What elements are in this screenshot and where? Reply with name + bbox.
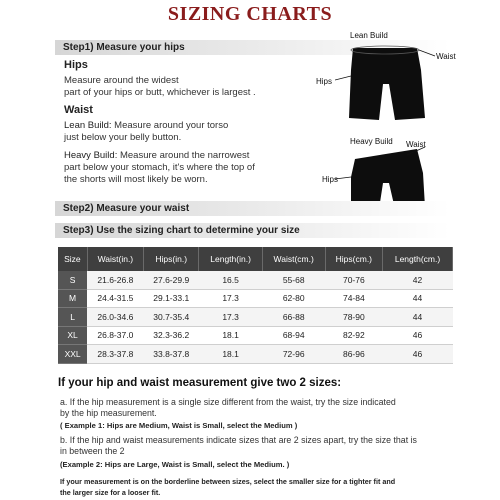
table-cell: 24.4-31.5 <box>87 289 143 308</box>
table-cell: 78-90 <box>325 308 382 327</box>
page-title: SIZING CHARTS <box>167 3 333 25</box>
table-cell: 55-68 <box>262 271 325 289</box>
lean-build-text: Measure around your torso <box>111 120 229 131</box>
note-b-example: (Example 2: Hips are Large, Waist is Small, select the Medium. ) <box>60 460 290 469</box>
lean-waist-label: Waist <box>436 52 456 61</box>
table-cell: 44 <box>383 308 453 327</box>
heavy-build-text-line1 <box>64 150 249 162</box>
table-cell: 18.1 <box>199 326 262 345</box>
heavy-build-text: Measure around the narrowest <box>117 150 250 161</box>
table-row <box>58 326 453 345</box>
table-cell: 26.0-34.6 <box>87 308 143 327</box>
col-waist-in: Waist(in.) <box>87 247 143 271</box>
table-cell: 46 <box>383 345 453 364</box>
waist-heading: Waist <box>64 104 93 116</box>
table-cell: 17.3 <box>199 308 262 327</box>
table-cell: 21.6-26.8 <box>87 271 143 289</box>
hips-text-line1: Measure around the widest <box>64 75 179 86</box>
lean-build-label: Lean Build: <box>64 120 112 131</box>
table-cell: 42 <box>383 271 453 289</box>
table-cell: 29.1-33.1 <box>144 289 199 308</box>
table-row <box>58 289 453 308</box>
table-header-row <box>58 247 453 271</box>
hips-text-line2: part of your hips or butt, whichever is largest . <box>64 87 256 98</box>
table-cell: 66-88 <box>262 308 325 327</box>
note-a-line1: a. If the hip measurement is a single size different from the waist, try the size indicated <box>60 397 396 407</box>
step2-bar: Step2) Measure your waist <box>55 201 450 216</box>
col-size: Size <box>58 247 87 271</box>
heavy-waist-label: Waist <box>406 140 426 149</box>
table-row <box>58 271 453 289</box>
table-cell: 28.3-37.8 <box>87 345 143 364</box>
table-cell: 17.3 <box>199 289 262 308</box>
note-a-line2: by the hip measurement. <box>60 408 157 418</box>
heavy-hips-label: Hips <box>322 175 339 184</box>
table-cell: 16.5 <box>199 271 262 289</box>
borderline-note-line2: the larger size for a looser fit. <box>60 488 161 497</box>
table-cell: 82-92 <box>325 326 382 345</box>
table-cell: 72-96 <box>262 345 325 364</box>
table-cell: 70-76 <box>325 271 382 289</box>
size-cell: XXL <box>58 345 87 364</box>
table-cell: 30.7-35.4 <box>144 308 199 327</box>
borderline-note-line1: If your measurement is on the borderline between sizes, select the smaller size for a tighter fit and <box>60 477 396 486</box>
lean-build-text-line1 <box>64 120 228 132</box>
table-cell: 46 <box>383 326 453 345</box>
table-cell: 18.1 <box>199 345 262 364</box>
size-cell: M <box>58 289 87 308</box>
step1-bar: Step1) Measure your hips <box>55 40 450 55</box>
col-hips-cm: Hips(cm.) <box>325 247 382 271</box>
table-cell: 62-80 <box>262 289 325 308</box>
heavy-build-text-line2: part below your stomach, it's where the top of <box>64 162 255 173</box>
heavy-build-text-line3: the shorts will most likely be worn. <box>64 174 208 185</box>
notes-heading: If your hip and waist measurement give two 2 sizes: <box>58 377 342 389</box>
table-cell: 26.8-37.0 <box>87 326 143 345</box>
size-cell: S <box>58 271 87 289</box>
heavy-build-caption: Heavy Build <box>350 137 393 146</box>
table-cell: 74-84 <box>325 289 382 308</box>
note-b-line1: b. If the hip and waist measurements indicate sizes that are 2 sizes apart, try the size that is <box>60 435 417 445</box>
table-row <box>58 308 453 327</box>
heavy-build-label: Heavy Build: <box>64 150 118 161</box>
table-row <box>58 345 453 364</box>
lean-hips-label: Hips <box>316 77 333 86</box>
note-b-line2: in between the 2 <box>60 446 125 456</box>
table-cell: 27.6-29.9 <box>144 271 199 289</box>
table-cell: 86-96 <box>325 345 382 364</box>
table-cell: 68-94 <box>262 326 325 345</box>
col-hips-in: Hips(in.) <box>144 247 199 271</box>
col-length-in: Length(in.) <box>199 247 262 271</box>
col-length-cm: Length(cm.) <box>383 247 453 271</box>
lean-build-caption: Lean Build <box>350 31 388 40</box>
size-cell: L <box>58 308 87 327</box>
hips-heading: Hips <box>64 59 88 71</box>
col-waist-cm: Waist(cm.) <box>262 247 325 271</box>
note-a-example: ( Example 1: Hips are Medium, Waist is Small, select the Medium ) <box>60 421 298 430</box>
lean-build-text-line2: just below your belly button. <box>64 132 182 143</box>
size-chart-table <box>58 247 453 364</box>
size-cell: XL <box>58 326 87 345</box>
table-cell: 44 <box>383 289 453 308</box>
table-cell: 32.3-36.2 <box>144 326 199 345</box>
table-cell: 33.8-37.8 <box>144 345 199 364</box>
lean-build-shorts-illustration <box>335 40 445 135</box>
step3-bar: Step3) Use the sizing chart to determine your size <box>55 223 450 238</box>
